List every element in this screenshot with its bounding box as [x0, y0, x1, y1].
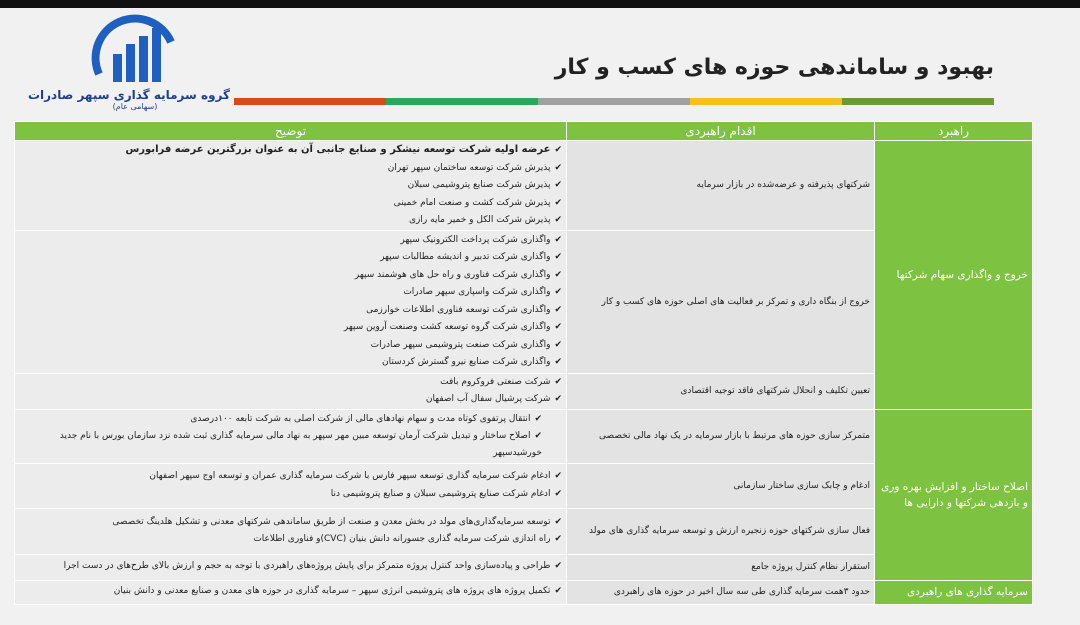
company-name: گروه سرمایه گذاری سپهر صادرات	[27, 88, 230, 102]
description-cell	[15, 554, 567, 580]
description-cell	[15, 508, 567, 554]
list-item: ✔راه اندازی شرکت سرمایه گذاری جسورانه دانش بنیان (CVC)و فناوری اطلاعات	[253, 534, 562, 544]
list-item: ✔پذیرش شرکت صنایع پتروشیمی سبلان	[407, 180, 562, 190]
accent-bar	[842, 98, 994, 105]
list-item: ✔انتقال پرتفوی کوتاه مدت و سهام نهادهای مالی از شرکت اصلی به شرکت تابعه ۱۰۰درصدی	[190, 413, 542, 424]
header-strategy: راهبرد	[875, 122, 1033, 141]
list-item: ✔واگذاری شرکت صنعت پتروشیمی سپهر صادرات	[370, 339, 562, 350]
description-cell	[15, 230, 567, 373]
table-row	[15, 580, 1033, 604]
list-item: ✔توسعه سرمایه‌گذاری‌های مولد در بخش معدن و صنعت از طریق ساماندهی شرکتهای معدنی و تشکیل هلدینگ تخصصی	[112, 516, 562, 527]
accent-bar	[538, 98, 690, 105]
slide	[0, 8, 1080, 625]
list-item: ✔شرکت صنعتی فروکروم بافت	[440, 376, 562, 387]
list-item: ✔پذیرش شرکت الکل و خمیر مایه رازی	[409, 215, 562, 225]
list-item: ✔واگذاری شرکت پرداخت الکترونیک سپهر	[400, 234, 562, 245]
list-item: ✔شرکت پرشیال سفال آب اصفهان	[425, 394, 562, 404]
list-item: ✔تکمیل پروژه های پروژه های پتروشیمی انرژی سپهر – سرمایه گذاری در حوزه های معدن و صنایع معدنی و دانش بنیان	[113, 586, 562, 597]
action-cell: حدود ۳همت سرمایه گذاری طی سه سال اخیر در حوزه های راهبردی	[567, 580, 875, 604]
company-logo	[27, 14, 230, 124]
description-cell	[15, 409, 567, 463]
list-item: ✔پذیرش شرکت توسعه ساختمان سپهر تهران	[387, 162, 562, 173]
header-action: اقدام راهبردی	[567, 122, 875, 141]
list-item: ✔ادغام شرکت صنایع پتروشیمی سبلان و صنایع پتروشیمی دنا	[330, 488, 562, 499]
accent-bars	[234, 98, 994, 105]
list-item: ✔واگذاری شرکت صنایع نیرو گسترش کردستان	[381, 357, 562, 367]
list-item: ✔ادغام شرکت سرمایه گذاری توسعه سپهر فارس با شرکت سرمایه گذاری عمران و توسعه اوج سپهر اصفهان	[149, 471, 562, 481]
description-cell	[15, 373, 567, 409]
table-row	[15, 141, 1033, 231]
strategy-cell: سرمایه گذاری های راهبردی	[875, 580, 1033, 604]
accent-bar	[386, 98, 538, 105]
list-item: ✔طراحی و پیاده‌سازی واحد کنترل پروژه متمرکز برای پایش پروژه‌های راهبردی با توجه به حجم و ارزش بالای طرح‌های در دست اجرا	[63, 561, 562, 572]
action-cell: فعال سازی شرکتهای حوزه زنجیره ارزش و توسعه سرمایه گذاری های مولد	[567, 508, 875, 554]
action-cell: متمرکز سازی حوزه های مرتبط با بازار سرمایه در یک نهاد مالی تخصصی	[567, 409, 875, 463]
list-item: ✔پذیرش شرکت کشت و صنعت امام خمینی	[393, 197, 562, 208]
list-item: ✔واگذاری شرکت واسپاری سپهر صادرات	[403, 287, 562, 297]
action-cell: خروج از بنگاه داری و تمرکز بر فعالیت های اصلی حوزه های کسب و کار	[567, 230, 875, 373]
list-item: ✔اصلاح ساختار و تبدیل شرکت آرمان توسعه مبین مهر سپهر به نهاد مالی سرمایه گذاری ثبت شده نزد سازمان بورس با نام جدید خورشیدسپهر	[59, 430, 542, 458]
action-cell: شرکتهای پذیرفته و عرضه‌شده در بازار سرمایه	[567, 141, 875, 231]
page-title: بهبود و ساماندهی حوزه های کسب و کار	[554, 55, 994, 80]
description-cell	[15, 580, 567, 604]
list-item: ✔واگذاری شرکت توسعه فناوری اطلاعات خوارزمی	[366, 304, 562, 315]
action-cell: تعیین تکلیف و انحلال شرکتهای فاقد توجیه اقتصادی	[567, 373, 875, 409]
accent-bar	[234, 98, 386, 105]
list-item: ✔واگذاری شرکت گروه توسعه کشت وصنعت آروین سپهر	[343, 322, 562, 332]
action-cell: استقرار نظام کنترل پروژه جامع	[567, 554, 875, 580]
list-item: ✔عرضه اولیه شرکت توسعه نیشکر و صنایع جانبی آن به عنوان بزرگترین عرضه فرابورس	[125, 144, 562, 155]
table-header	[15, 122, 1033, 141]
description-cell	[15, 463, 567, 508]
header-description: توضیح	[15, 122, 567, 141]
logo-mark-icon	[89, 14, 181, 86]
list-item: ✔واگذاری شرکت فناوری و راه حل های هوشمند سپهر	[354, 269, 562, 280]
company-type: (سهامی عام)	[112, 102, 158, 111]
description-cell	[15, 141, 567, 231]
strategy-cell: خروج و واگذاری سهام شرکتها	[875, 141, 1033, 410]
strategy-cell: اصلاح ساختار و افزایش بهره وری و بازدهی شرکتها و دارایی ها	[875, 409, 1033, 580]
action-cell: ادغام و چابک سازی ساختار سازمانی	[567, 463, 875, 508]
table-row	[15, 409, 1033, 463]
strategy-table	[14, 121, 1033, 605]
list-item: ✔واگذاری شرکت تدبیر و اندیشه مطالبات سپهر	[380, 252, 562, 262]
accent-bar	[690, 98, 842, 105]
